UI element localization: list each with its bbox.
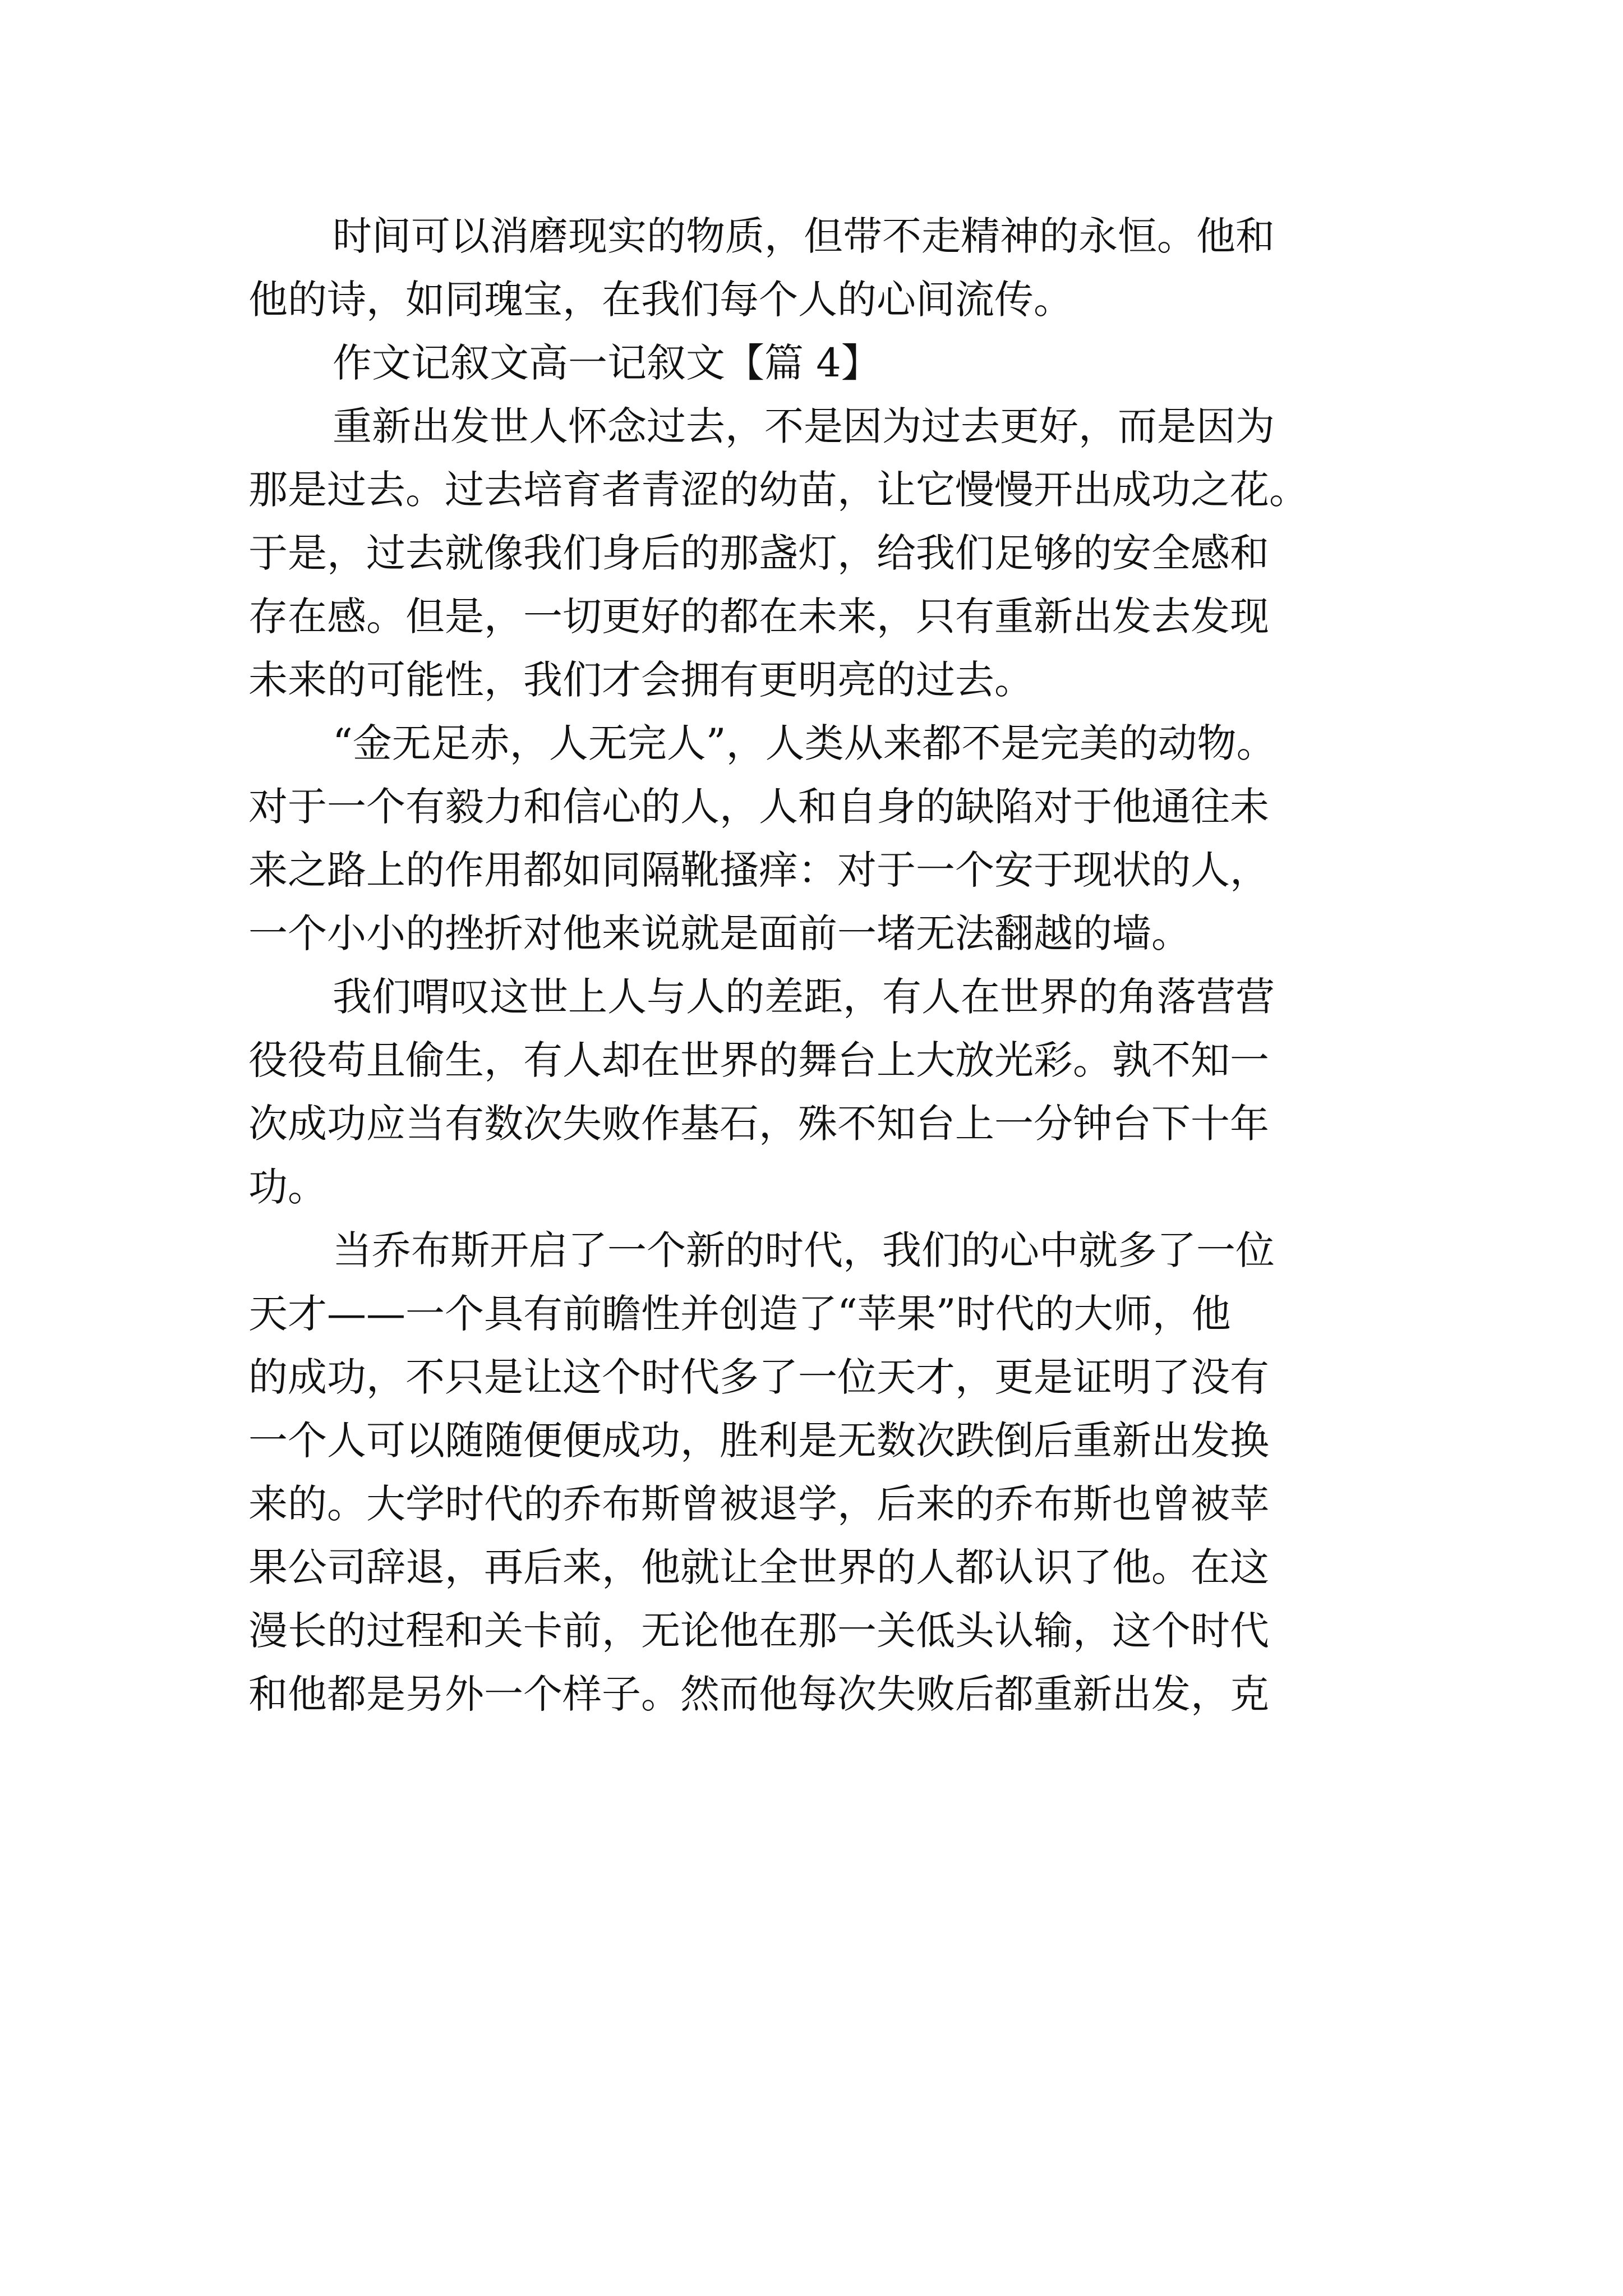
text-line: 来之路上的作用都如同隔靴搔痒：对于一个安于现状的人， <box>248 847 1269 893</box>
document-body <box>248 205 1404 1726</box>
paragraph-1 <box>248 205 1404 332</box>
text-line: 重新出发世人怀念过去，不是因为过去更好，而是因为 <box>333 403 1275 449</box>
text-line: 当乔布斯开启了一个新的时代，我们的心中就多了一位 <box>333 1227 1275 1273</box>
text-line: 次成功应当有数次失败作基石，殊不知台上一分钟台下十年 <box>248 1101 1269 1147</box>
text-line: 那是过去。过去培育者青涩的幼苗，让它慢慢开出成功之花。 <box>248 467 1308 513</box>
text-line: 存在感。但是，一切更好的都在未来，只有重新出发去发现 <box>248 593 1269 639</box>
text-line: 我们喟叹这世上人与人的差距，有人在世界的角落营营 <box>333 974 1275 1020</box>
text-line: 役役苟且偷生，有人却在世界的舞台上大放光彩。孰不知一 <box>248 1037 1269 1083</box>
text-line: 果公司辞退，再后来，他就让全世界的人都认识了他。在这 <box>248 1544 1269 1590</box>
section-heading <box>248 332 1404 395</box>
text-line: 他的诗，如同瑰宝，在我们每个人的心间流传。 <box>248 277 1073 323</box>
paragraph-3 <box>248 395 1404 712</box>
text-line: 漫长的过程和关卡前，无论他在那一关低头认输，这个时代 <box>248 1608 1269 1654</box>
heading-text: 作文记叙文高一记叙文【篇 4】 <box>333 340 880 386</box>
text-line: 来的。大学时代的乔布斯曾被退学，后来的乔布斯也曾被苹 <box>248 1481 1269 1527</box>
text-line: 于是，过去就像我们身后的那盏灯，给我们足够的安全感和 <box>248 530 1269 576</box>
text-line: 的成功，不只是让这个时代多了一位天才，更是证明了没有 <box>248 1354 1269 1400</box>
text-line: 对于一个有毅力和信心的人，人和自身的缺陷对于他通往未 <box>248 784 1269 830</box>
text-line: 未来的可能性，我们才会拥有更明亮的过去。 <box>248 657 1034 703</box>
text-line: 一个人可以随随便便成功，胜利是无数次跌倒后重新出发换 <box>248 1418 1269 1464</box>
text-line: 天才——一个具有前瞻性并创造了“苹果”时代的大师，他 <box>248 1291 1231 1337</box>
paragraph-5 <box>248 965 1404 1219</box>
paragraph-4 <box>248 712 1404 965</box>
text-line: 功。 <box>248 1164 327 1210</box>
text-line: 时间可以消磨现实的物质，但带不走精神的永恒。他和 <box>333 213 1275 259</box>
paragraph-6 <box>248 1219 1404 1726</box>
text-line: 一个小小的挫折对他来说就是面前一堵无法翻越的墙。 <box>248 910 1191 956</box>
text-line: 和他都是另外一个样子。然而他每次失败后都重新出发，克 <box>248 1671 1269 1717</box>
text-line: “金无足赤，人无完人”，人类从来都不是完美的动物。 <box>333 720 1276 766</box>
